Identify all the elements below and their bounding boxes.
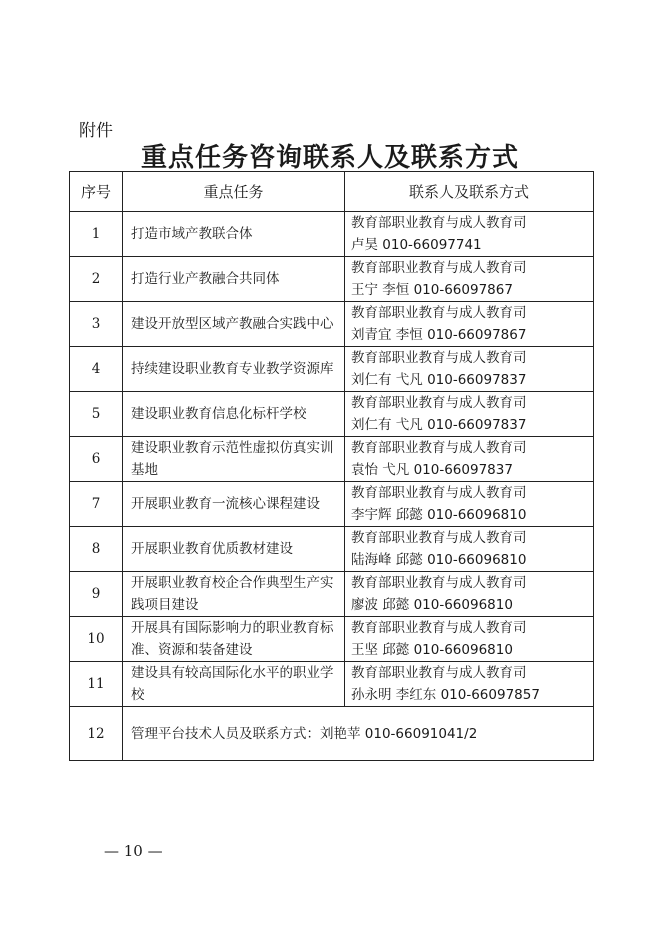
contact-person: 王坚 邱懿 010-66096810 bbox=[351, 642, 513, 658]
contacts-table bbox=[69, 171, 594, 761]
row-contact bbox=[345, 572, 594, 617]
contact-person: 李宇辉 邱懿 010-66096810 bbox=[351, 507, 527, 523]
contact-person: 卢昊 010-66097741 bbox=[351, 237, 482, 253]
row-contact bbox=[345, 662, 594, 707]
table-body bbox=[70, 212, 594, 761]
header-contact: 联系人及联系方式 bbox=[345, 172, 594, 212]
table-row bbox=[70, 302, 594, 347]
table-row bbox=[70, 347, 594, 392]
row-task: 打造行业产教融合共同体 bbox=[123, 257, 345, 302]
header-task: 重点任务 bbox=[123, 172, 345, 212]
table-row-tech-contact bbox=[70, 707, 594, 761]
attachment-label: 附件 bbox=[79, 121, 113, 141]
contact-dept: 教育部职业教育与成人教育司 bbox=[351, 350, 527, 366]
contact-person: 王宁 李恒 010-66097867 bbox=[351, 282, 513, 298]
row-num: 5 bbox=[70, 392, 123, 437]
row-num: 2 bbox=[70, 257, 123, 302]
row-contact bbox=[345, 437, 594, 482]
row-num: 9 bbox=[70, 572, 123, 617]
page-title: 重点任务咨询联系人及联系方式 bbox=[140, 143, 519, 173]
row-task: 建设具有较高国际化水平的职业学校 bbox=[123, 662, 345, 707]
contact-dept: 教育部职业教育与成人教育司 bbox=[351, 485, 527, 501]
row-contact bbox=[345, 527, 594, 572]
table-row bbox=[70, 257, 594, 302]
row-contact bbox=[345, 347, 594, 392]
row-num: 11 bbox=[70, 662, 123, 707]
row-task: 开展职业教育校企合作典型生产实践项目建设 bbox=[123, 572, 345, 617]
contact-dept: 教育部职业教育与成人教育司 bbox=[351, 305, 527, 321]
row-task: 持续建设职业教育专业教学资源库 bbox=[123, 347, 345, 392]
row-contact bbox=[345, 482, 594, 527]
row-task: 开展具有国际影响力的职业教育标准、资源和装备建设 bbox=[123, 617, 345, 662]
contact-person: 孙永明 李红东 010-66097857 bbox=[351, 687, 540, 703]
table-row bbox=[70, 482, 594, 527]
row-contact bbox=[345, 617, 594, 662]
row-num: 7 bbox=[70, 482, 123, 527]
contact-person: 刘仁有 弋凡 010-66097837 bbox=[351, 417, 527, 433]
contact-dept: 教育部职业教育与成人教育司 bbox=[351, 665, 527, 681]
row-num: 10 bbox=[70, 617, 123, 662]
row-num: 1 bbox=[70, 212, 123, 257]
row-contact bbox=[345, 257, 594, 302]
row-num: 4 bbox=[70, 347, 123, 392]
table-row bbox=[70, 437, 594, 482]
row-task: 打造市域产教联合体 bbox=[123, 212, 345, 257]
row-task: 建设开放型区域产教融合实践中心 bbox=[123, 302, 345, 347]
row-num: 3 bbox=[70, 302, 123, 347]
contact-dept: 教育部职业教育与成人教育司 bbox=[351, 395, 527, 411]
contact-person: 刘青宜 李恒 010-66097867 bbox=[351, 327, 527, 343]
contact-dept: 教育部职业教育与成人教育司 bbox=[351, 440, 527, 456]
contact-dept: 教育部职业教育与成人教育司 bbox=[351, 620, 527, 636]
table-row bbox=[70, 662, 594, 707]
row-contact bbox=[345, 392, 594, 437]
table-row bbox=[70, 212, 594, 257]
table-header-row bbox=[70, 172, 594, 212]
row-num: 6 bbox=[70, 437, 123, 482]
contact-person: 刘仁有 弋凡 010-66097837 bbox=[351, 372, 527, 388]
contact-dept: 教育部职业教育与成人教育司 bbox=[351, 260, 527, 276]
page-number: — 10 — bbox=[104, 842, 163, 860]
table-row bbox=[70, 617, 594, 662]
tech-contact-text: 管理平台技术人员及联系方式：刘艳苹 010-66091041/2 bbox=[123, 707, 594, 761]
header-num: 序号 bbox=[70, 172, 123, 212]
row-num: 12 bbox=[70, 707, 123, 761]
contact-person: 廖波 邱懿 010-66096810 bbox=[351, 597, 513, 613]
table-row bbox=[70, 392, 594, 437]
contact-person: 袁怡 弋凡 010-66097837 bbox=[351, 462, 513, 478]
contact-dept: 教育部职业教育与成人教育司 bbox=[351, 215, 527, 231]
contact-dept: 教育部职业教育与成人教育司 bbox=[351, 530, 527, 546]
row-contact bbox=[345, 302, 594, 347]
contact-person: 陆海峰 邱懿 010-66096810 bbox=[351, 552, 527, 568]
row-task: 建设职业教育信息化标杆学校 bbox=[123, 392, 345, 437]
row-contact bbox=[345, 212, 594, 257]
row-task: 开展职业教育优质教材建设 bbox=[123, 527, 345, 572]
row-task: 建设职业教育示范性虚拟仿真实训基地 bbox=[123, 437, 345, 482]
row-num: 8 bbox=[70, 527, 123, 572]
contact-dept: 教育部职业教育与成人教育司 bbox=[351, 575, 527, 591]
table-row bbox=[70, 527, 594, 572]
table-row bbox=[70, 572, 594, 617]
row-task: 开展职业教育一流核心课程建设 bbox=[123, 482, 345, 527]
